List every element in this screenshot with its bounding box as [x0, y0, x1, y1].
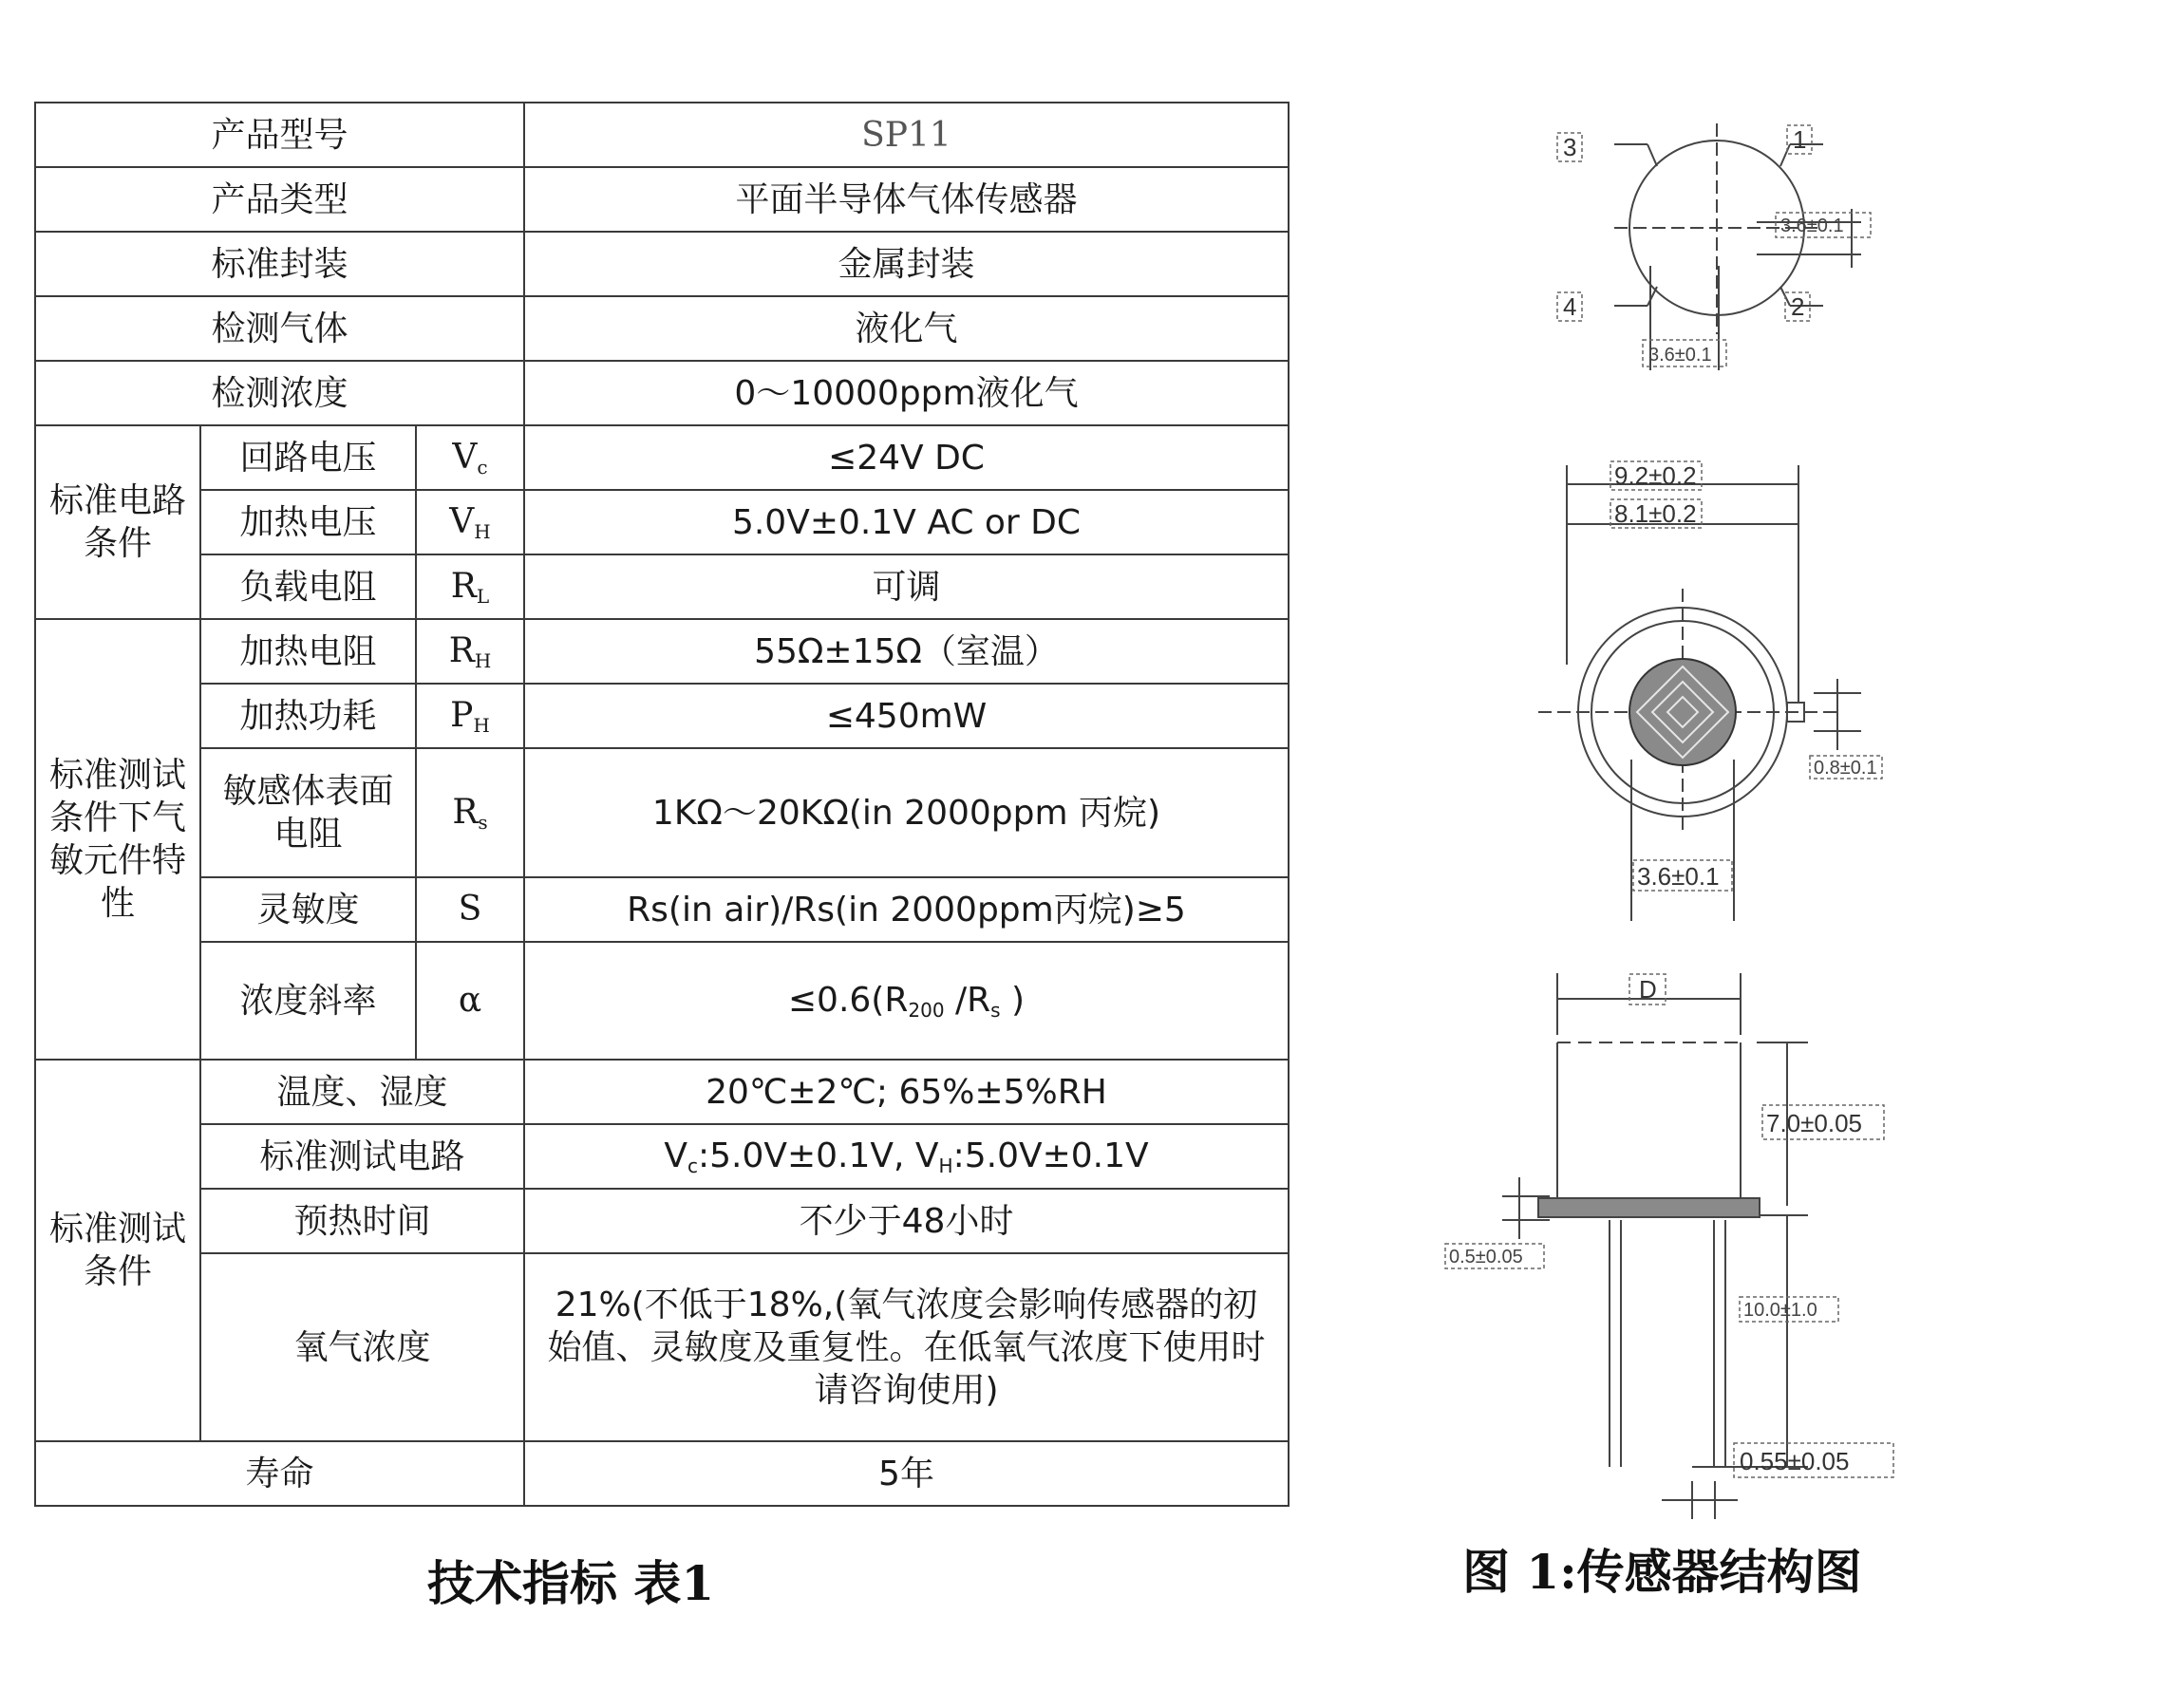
conc-value: 0～10000ppm液化气	[524, 361, 1289, 425]
table-row	[35, 167, 1289, 232]
model-label: 产品型号	[35, 103, 524, 167]
side-d-label: D	[1639, 975, 1657, 1004]
table-caption: 技术指标 表1	[427, 1555, 715, 1611]
table-row	[35, 1124, 1289, 1189]
param-name: 标准测试电路	[200, 1124, 524, 1189]
life-value: 5年	[524, 1441, 1289, 1506]
param-name: 加热电压	[200, 490, 416, 554]
outer-dia-label: 9.2±0.2	[1614, 461, 1697, 490]
param-symbol: $R_H$	[416, 619, 524, 684]
param-value: $\le 0.6(R_{200}$ $/R_s$ )	[524, 942, 1289, 1060]
table-row	[35, 361, 1289, 425]
table-row	[35, 1189, 1289, 1253]
table-row	[35, 748, 1289, 877]
param-value: 可调	[524, 554, 1289, 619]
table-row	[35, 103, 1289, 167]
param-value: ≤24V DC	[524, 425, 1289, 490]
gas-label: 检测气体	[35, 296, 524, 361]
param-value: 不少于48小时	[524, 1189, 1289, 1253]
param-name: 浓度斜率	[200, 942, 416, 1060]
param-symbol: $V_H$	[416, 490, 524, 554]
param-name: 灵敏度	[200, 877, 416, 942]
param-value: Rs(in air)/Rs(in 2000ppm丙烷)≥5	[524, 877, 1289, 942]
table-row	[35, 425, 1289, 490]
height-label: 7.0±0.05	[1766, 1109, 1863, 1137]
table-row	[35, 1253, 1289, 1441]
package-label: 标准封装	[35, 232, 524, 296]
table-row	[35, 232, 1289, 296]
sensing-window	[1629, 659, 1736, 765]
base-flange	[1538, 1198, 1760, 1217]
table-row	[35, 1441, 1289, 1506]
life-label: 寿命	[35, 1441, 524, 1506]
spec-table	[34, 102, 1290, 1507]
param-name: 预热时间	[200, 1189, 524, 1253]
param-symbol: $V_c$	[416, 425, 524, 490]
model-value: SP11	[524, 103, 1289, 167]
param-name: 回路电压	[200, 425, 416, 490]
type-value: 平面半导体气体传感器	[524, 167, 1289, 232]
package-value: 金属封装	[524, 232, 1289, 296]
param-value: 55Ω±15Ω（室温）	[524, 619, 1289, 684]
param-name: 氧气浓度	[200, 1253, 524, 1441]
table-row	[35, 296, 1289, 361]
test-group-label: 标准测试条件下气敏元件特性	[35, 619, 200, 1060]
pin-length-label: 10.0±1.0	[1743, 1300, 1817, 1321]
param-value: 21%(不低于18%,(氧气浓度会影响传感器的初始值、灵敏度及重复性。在低氧气浓度下使用时请咨询使用)	[524, 1253, 1289, 1441]
circuit-group-label: 标准电路条件	[35, 425, 200, 619]
param-value: 5.0V±0.1V AC or DC	[524, 490, 1289, 554]
param-value: $V_c:5.0V\pm 0.1V$, $V_H:5.0V\pm 0.1V$	[524, 1124, 1289, 1189]
type-label: 产品类型	[35, 167, 524, 232]
param-name: 加热功耗	[200, 684, 416, 748]
table-row	[35, 490, 1289, 554]
tab-width-label: 0.8±0.1	[1814, 758, 1877, 779]
param-symbol: $R_s$	[416, 748, 524, 877]
top-width-label: 3.6±0.1	[1648, 345, 1712, 366]
param-name: 敏感体表面电阻	[200, 748, 416, 877]
window-dia-label: 3.6±0.1	[1637, 862, 1720, 891]
inner-dia-label: 8.1±0.2	[1614, 499, 1697, 528]
table-row	[35, 1060, 1289, 1124]
pin-3-label: 3	[1563, 133, 1577, 161]
sensor-structure-diagram	[1443, 85, 1918, 1529]
table-row	[35, 554, 1289, 619]
gas-value: 液化气	[524, 296, 1289, 361]
conc-label: 检测浓度	[35, 361, 524, 425]
param-value: ≤450mW	[524, 684, 1289, 748]
pin-1-label: 1	[1793, 125, 1807, 154]
table-row	[35, 942, 1289, 1060]
table-row	[35, 877, 1289, 942]
pin-dia-label: 0.55±0.05	[1740, 1447, 1850, 1475]
param-symbol: $R_L$	[416, 554, 524, 619]
param-value: 1KΩ～20KΩ(in 2000ppm 丙烷)	[524, 748, 1289, 877]
pin-2-label: 2	[1791, 292, 1805, 321]
cond-group-label: 标准测试条件	[35, 1060, 200, 1441]
top-offset-label: 3.6±0.1	[1780, 216, 1844, 236]
param-symbol: α	[416, 942, 524, 1060]
table-row	[35, 684, 1289, 748]
param-name: 温度、湿度	[200, 1060, 524, 1124]
figure-caption: 图 1:传感器结构图	[1462, 1544, 1862, 1600]
param-value: 20℃±2℃; 65%±5%RH	[524, 1060, 1289, 1124]
param-name: 加热电阻	[200, 619, 416, 684]
flange-label: 0.5±0.05	[1449, 1247, 1523, 1268]
table-row	[35, 619, 1289, 684]
param-name: 负载电阻	[200, 554, 416, 619]
param-symbol: S	[416, 877, 524, 942]
pin-4-label: 4	[1563, 292, 1577, 321]
param-symbol: $P_H$	[416, 684, 524, 748]
